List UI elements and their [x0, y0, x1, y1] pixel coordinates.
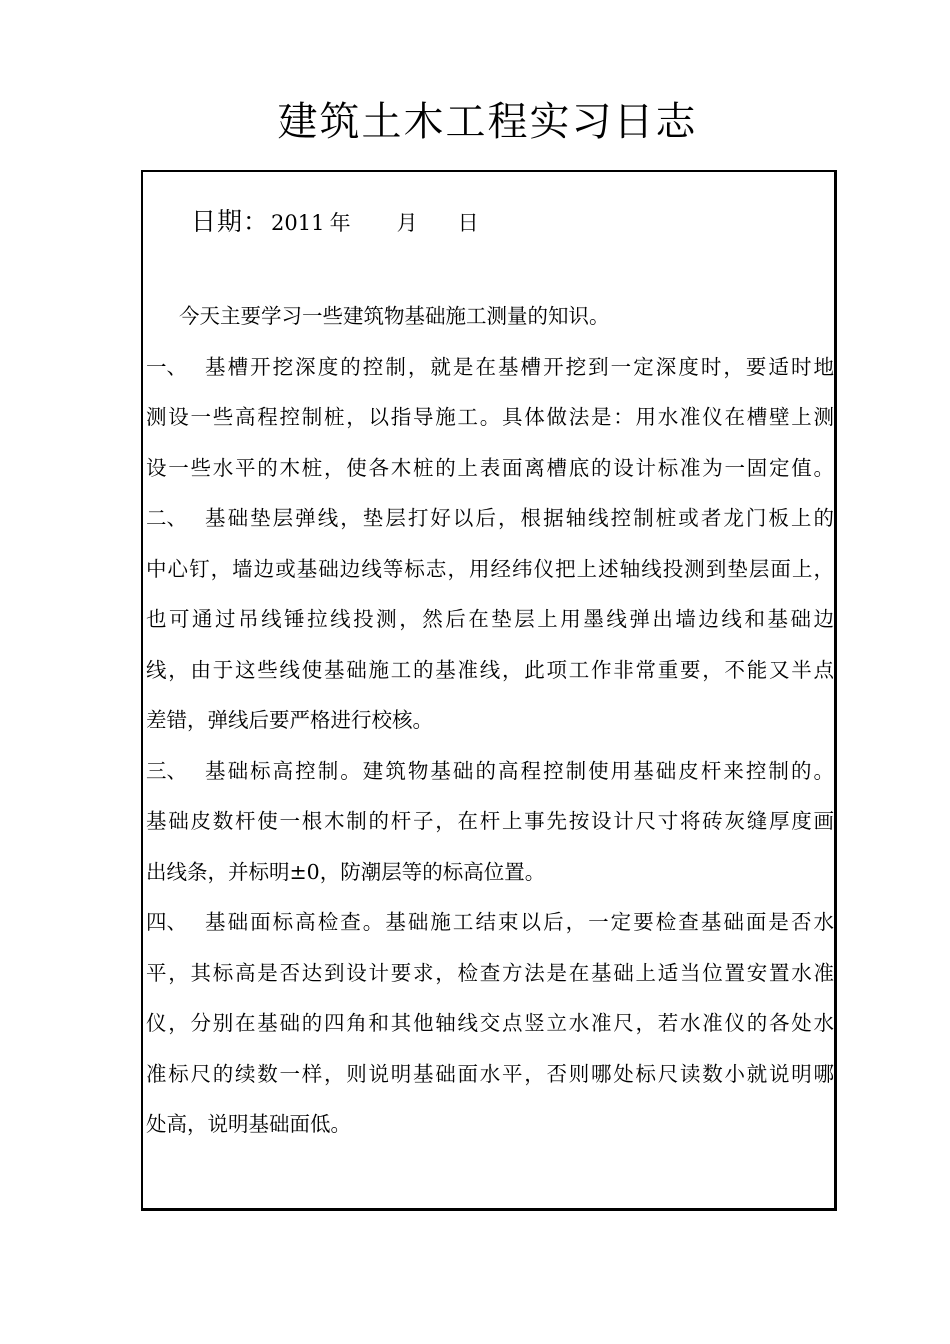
section-3-text: 基础标高控制。建筑物基础的高程控制使用基础皮杆来控制的。	[203, 758, 834, 783]
section-4-line-2: 平，其标高是否达到设计要求，检查方法是在基础上适当位置安置水准	[146, 960, 834, 985]
section-4-line-4: 准标尺的续数一样，则说明基础面水平，否则哪处标尺读数小就说明哪	[146, 1061, 834, 1086]
section-2-line-5: 差错，弹线后要严格进行校核。	[146, 708, 433, 732]
section-4-number: 四、	[146, 910, 187, 934]
section-2-line-2: 中心钉，墙边或基础边线等标志，用经纬仪把上述轴线投测到垫层面上，	[146, 556, 834, 581]
section-1-line-2: 测设一些高程控制桩，以指导施工。具体做法是：用水准仪在槽壁上测	[146, 405, 834, 429]
log-body	[146, 291, 834, 1150]
date-year-unit: 年	[329, 211, 351, 235]
date-year: 2011	[271, 211, 325, 235]
section-2-line-4: 线，由于这些线使基础施工的基准线，此项工作非常重要，不能又半点	[146, 657, 834, 682]
section-3-line-3: 出线条，并标明±0，防潮层等的标高位置。	[146, 859, 546, 884]
section-4-text: 基础面标高检查。基础施工结束以后，一定要检查基础面是否水	[203, 910, 834, 934]
section-3-line-2: 基础皮数杆使一根木制的杆子，在杆上事先按设计尺寸将砖灰缝厚度画	[146, 809, 834, 833]
date-row	[191, 202, 479, 242]
section-3-number: 三、	[146, 758, 187, 783]
section-1-text: 基槽开挖深度的控制，就是在基槽开挖到一定深度时，要适时地	[203, 354, 834, 379]
section-1-line-3: 设一些水平的木桩，使各木桩的上表面离槽底的设计标准为一固定值。	[146, 455, 834, 480]
section-1-line-1	[146, 342, 834, 393]
section-4-line-3: 仪，分别在基础的四角和其他轴线交点竖立水准尺，若水准仪的各处水	[146, 1011, 834, 1035]
section-4-line-1	[146, 897, 834, 948]
section-4-line-5: 处高，说明基础面低。	[146, 1112, 351, 1136]
section-2-line-3: 也可通过吊线锤拉线投测，然后在垫层上用墨线弹出墙边线和基础边	[146, 607, 834, 631]
document-title: 建筑土木工程实习日志	[277, 99, 698, 145]
log-entry-frame	[141, 170, 837, 1211]
section-3-line-1	[146, 746, 834, 797]
section-2-text: 基础垫层弹线，垫层打好以后，根据轴线控制桩或者龙门板上的	[203, 506, 834, 530]
date-label: 日期：	[191, 207, 270, 236]
intro-paragraph: 今天主要学习一些建筑物基础施工测量的知识。	[179, 304, 610, 328]
date-day-unit: 日	[457, 211, 479, 235]
section-1-number: 一、	[146, 354, 187, 379]
date-month-unit: 月	[396, 211, 418, 235]
section-2-number: 二、	[146, 506, 187, 530]
section-2-line-1	[146, 493, 834, 544]
